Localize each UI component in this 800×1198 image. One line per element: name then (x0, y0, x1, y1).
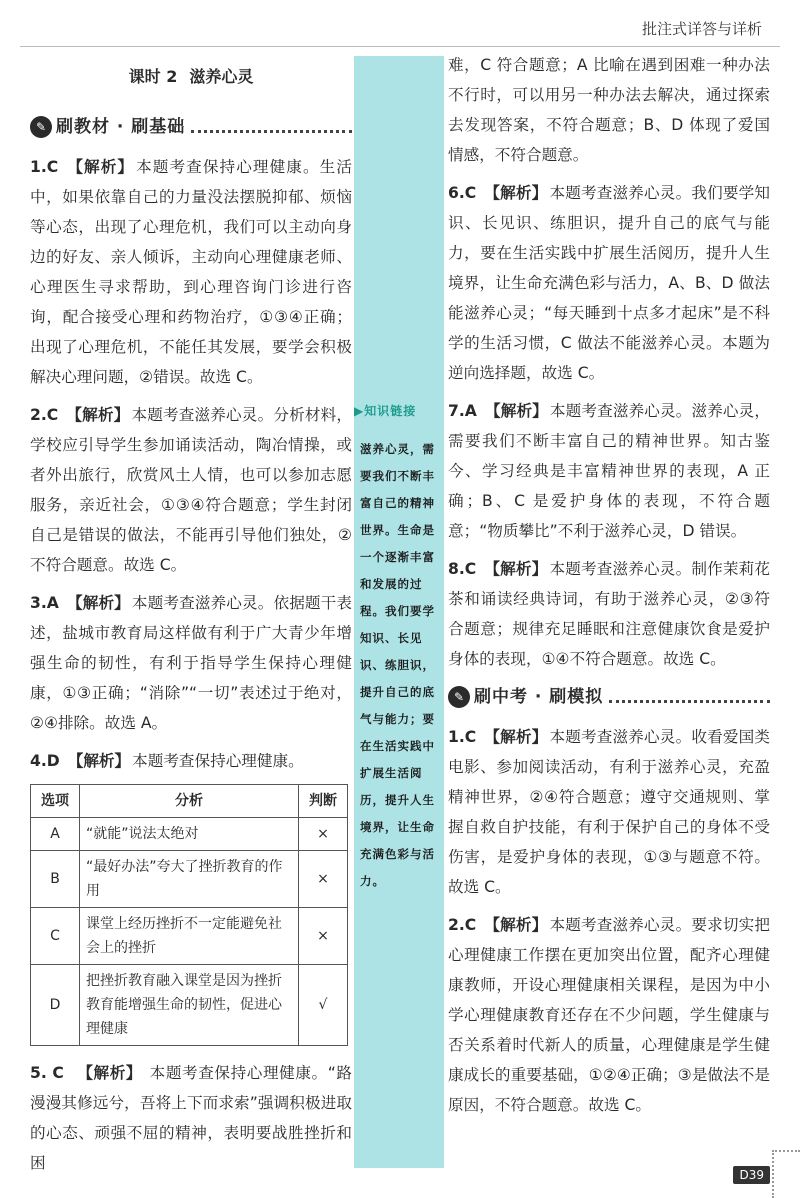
table-cell: B (31, 851, 80, 908)
table-cell: × (299, 851, 348, 908)
table-cell: “就能”说法太绝对 (80, 818, 299, 851)
analysis-tag: 【解析】 (484, 402, 548, 420)
answer-letter: A (464, 402, 477, 420)
section-title: 刷中考 · 刷模拟 (474, 687, 604, 707)
question-item (448, 178, 770, 388)
section-title: 刷教材 · 刷基础 (56, 117, 186, 137)
question-number: 7. (448, 402, 465, 420)
question-item (448, 910, 770, 1120)
question-number: 3. (30, 594, 47, 612)
header-divider (20, 46, 780, 47)
table-row (31, 965, 348, 1046)
analysis-text: 本题考查滋养心灵。收看爱国类电影、参加阅读活动，有利于滋养心灵，充盈精神世界，②④符合题意；遵守交通规则、掌握自救自护技能，有利于保护自己的身体不受伤害，是爱护身体的表现，①③与题意不符。故选 C。 (448, 728, 770, 896)
lesson-name: 滋养心灵 (189, 67, 254, 86)
continued-text: 难，C 符合题意；A 比喻在遇到困难一种办法不行时，可以用另一种办法去解决，通过探索去发现答案，不符合题意；B、D 体现了爱国情感，不符合题意。 (448, 56, 770, 164)
dotted-divider (609, 692, 770, 703)
knowledge-sidebar (354, 56, 444, 1168)
question-number: 1. (448, 728, 465, 746)
answer-letter: C (52, 1064, 64, 1082)
question-number: 8. (448, 560, 465, 578)
table-row (31, 818, 348, 851)
table-cell: A (31, 818, 80, 851)
table-row (31, 851, 348, 908)
answer-letter: C (464, 560, 477, 578)
table-cell: × (299, 908, 348, 965)
analysis-text: 本题考查滋养心灵。分析材料，学校应引导学生参加诵读活动，陶冶情操，或者外出旅行，欣赏风土人情，也可以参加志愿服务，亲近社会，①③④符合题意；学生封闭自己是错误的做法，不能再引导他们独处，②不符合题意。故选 C。 (30, 406, 352, 574)
analysis-text: 本题考查滋养心灵。我们要学知识、长见识、练胆识，提升自己的底气与能力，要在生活实践中扩展生活阅历，提升人生境界，让生命充满色彩与活力，A、B、D 做法能滋养心灵；“每天睡到十点多才起床”是不科学的生活习惯，C 做法不能滋养心灵。本题为逆向选择题，故选 C。 (448, 184, 770, 382)
sidebar-label: ▶知识链接 (354, 404, 417, 418)
table-cell: √ (299, 965, 348, 1046)
analysis-tag: 【解析】 (66, 158, 135, 176)
analysis-tag: 【解析】 (67, 752, 131, 770)
analysis-text: 本题考查滋养心灵。滋养心灵，需要我们不断丰富自己的精神世界。知古鉴今、学习经典是丰富精神世界的表现，A 正确；B、C 是爱护身体的表现，不符合题意；“物质攀比”不利于滋养心灵，D 错误。 (448, 402, 770, 540)
question-item (30, 1058, 352, 1178)
analysis-tag: 【解析】 (77, 1064, 143, 1082)
question-number: 5. (30, 1064, 47, 1082)
table-cell: D (31, 965, 80, 1046)
dotted-divider (191, 122, 352, 133)
lesson-title (30, 62, 352, 92)
answer-letter: A (46, 594, 59, 612)
table-cell: 把挫折教育融入课堂是因为挫折教育能增强生命的韧性，促进心理健康 (80, 965, 299, 1046)
answer-letter: D (46, 752, 60, 770)
question-item (448, 722, 770, 902)
question-number: 6. (448, 184, 465, 202)
book-icon: ✎ (30, 116, 52, 138)
section-header-exam (448, 682, 770, 712)
analysis-text: 本题考查保持心理健康。生活中，如果依靠自己的力量没法摆脱抑郁、烦恼等心态，出现了心理危机，我们可以主动向身边的好友、亲人倾诉，主动向心理健康老师、心理医生寻求帮助，到心理咨询门诊进行咨询，配合接受心理和药物治疗，①③④正确；出现了心理危机，不能任其发展，要学会积极解决心理问题，②错误。故选 C。 (30, 158, 352, 386)
question-number: 2. (448, 916, 465, 934)
table-cell: C (31, 908, 80, 965)
question-item (30, 588, 352, 738)
analysis-tag: 【解析】 (66, 406, 130, 424)
header-title: 批注式详答与详析 (641, 20, 762, 38)
analysis-text: 本题考查保持心理健康。“路漫漫其修远兮，吾将上下而求索”强调积极进取的心态、顽强不屈的精神，表明要战胜挫折和困 (30, 1064, 352, 1172)
page-number: D39 (733, 1166, 770, 1184)
analysis-text: 本题考查滋养心灵。依据题干表述，盐城市教育局这样做有利于广大青少年增强生命的韧性，有利于指导学生保持心理健康，①③正确；“消除”“一切”表述过于绝对，②④排除。故选 A。 (30, 594, 352, 732)
table-header: 选项 (31, 785, 80, 818)
answer-letter: C (46, 158, 59, 176)
analysis-tag: 【解析】 (484, 728, 548, 746)
book-icon: ✎ (448, 686, 470, 708)
answer-letter: C (464, 728, 477, 746)
answer-letter: C (46, 406, 59, 424)
lesson-number: 课时 2 (128, 67, 178, 86)
analysis-tag: 【解析】 (484, 916, 548, 934)
question-number: 1. (30, 158, 47, 176)
analysis-tag: 【解析】 (66, 594, 130, 612)
analysis-text: 本题考查滋养心灵。要求切实把心理健康工作摆在更加突出位置，配齐心理健康教师，开设心理健康相关课程，是因为中小学心理健康教育还存在不少问题，学生健康与否关系着时代新人的质量，心理健康是学生健康成长的重要基础，①②④正确；③是做法不是原因，不符合题意。故选 C。 (448, 916, 770, 1114)
table-row (31, 908, 348, 965)
analysis-tag: 【解析】 (484, 560, 548, 578)
question-item (30, 152, 352, 392)
answer-letter: C (464, 916, 477, 934)
table-cell: 课堂上经历挫折不一定能避免社会上的挫折 (80, 908, 299, 965)
corner-decoration (772, 1150, 800, 1198)
table-cell: × (299, 818, 348, 851)
question-item (30, 400, 352, 580)
analysis-table (30, 784, 348, 1046)
question-item (30, 746, 352, 776)
analysis-tag: 【解析】 (484, 184, 548, 202)
question-item (448, 396, 770, 546)
answer-letter: C (464, 184, 477, 202)
analysis-text: 本题考查保持心理健康。 (132, 752, 304, 770)
table-header: 判断 (299, 785, 348, 818)
table-cell: “最好办法”夸大了挫折教育的作用 (80, 851, 299, 908)
left-column (30, 58, 352, 1186)
analysis-text: 本题考查滋养心灵。制作茉莉花茶和诵读经典诗词，有助于滋养心灵，②③符合题意；规律充足睡眠和注意健康饮食是爱护身体的表现，①④不符合题意。故选 C。 (448, 560, 770, 668)
sidebar-text: 滋养心灵，需要我们不断丰富自己的精神世界。生命是一个逐渐丰富和发展的过程。我们要学知识、长见识、练胆识，提升自己的底气与能力；要在生活实践中扩展生活阅历，提升人生境界，让生命充满色彩与活力。 (360, 442, 435, 888)
table-header: 分析 (80, 785, 299, 818)
question-number: 2. (30, 406, 47, 424)
question-item (448, 554, 770, 674)
right-column (448, 50, 770, 1128)
question-number: 4. (30, 752, 47, 770)
section-header-basic (30, 112, 352, 142)
